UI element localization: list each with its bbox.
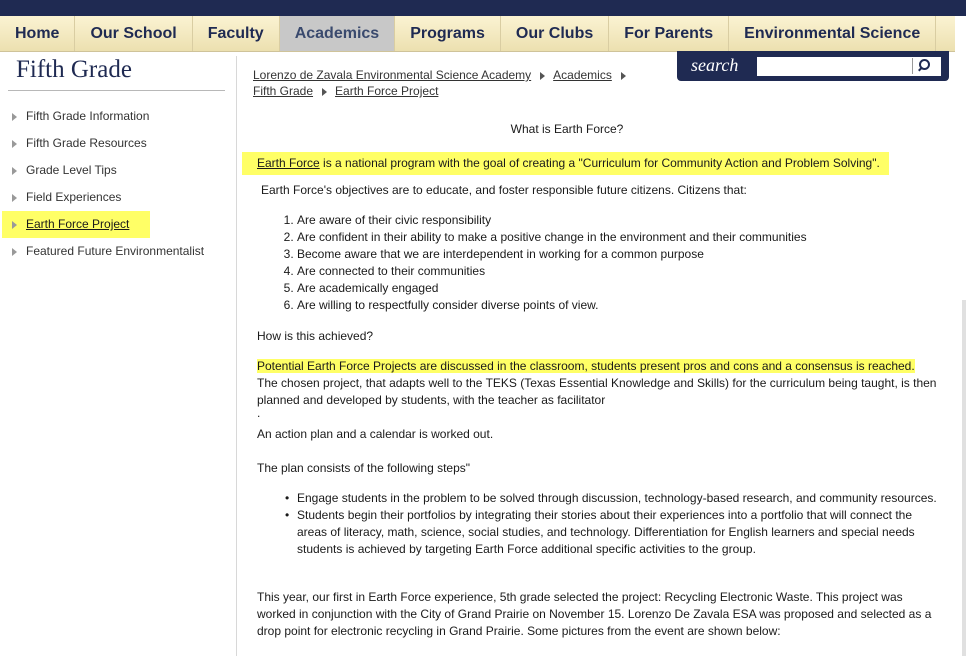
intro-highlight: [242, 152, 889, 175]
nav-programs[interactable]: Programs: [395, 16, 501, 51]
nav-academics[interactable]: Academics: [280, 16, 396, 51]
list-item: [285, 490, 937, 507]
sidebar-title: Fifth Grade: [16, 56, 132, 83]
nav-environmental-science[interactable]: Environmental Science: [729, 16, 936, 51]
triangle-right-icon: [12, 221, 17, 229]
list-item: 5. Are academically engaged: [297, 280, 937, 297]
nav-faculty[interactable]: Faculty: [193, 16, 280, 51]
intro-text: is a national program with the goal of creating a "Curriculum for Community Action and Problem Solving".: [319, 156, 880, 170]
sidebar-item-label: Earth Force Project: [26, 217, 130, 231]
nav-our-clubs[interactable]: Our Clubs: [501, 16, 609, 51]
achieved-paragraph: [257, 358, 937, 409]
how-heading: How is this achieved?: [257, 329, 374, 343]
list-item: 6. Are willing to respectfully consider diverse points of view.: [297, 297, 937, 314]
bullet-icon: •: [285, 491, 290, 505]
achieved-highlight: Potential Earth Force Projects are discussed in the classroom, students present pros and cons and a consensus is reached.: [257, 359, 915, 373]
search-box: [677, 51, 949, 81]
top-band: [0, 0, 966, 16]
sidebar-item-earth-force-project[interactable]: [2, 211, 150, 238]
intro-paragraph: [242, 151, 936, 175]
triangle-right-icon: [12, 140, 17, 148]
breadcrumb-academics[interactable]: Academics: [553, 68, 612, 82]
triangle-right-icon: [12, 167, 17, 175]
nav-for-parents[interactable]: For Parents: [609, 16, 729, 51]
breadcrumb: [253, 67, 673, 99]
triangle-right-icon: [621, 72, 626, 80]
nav-our-school[interactable]: Our School: [75, 16, 192, 51]
breadcrumb-earth-force-project[interactable]: Earth Force Project: [335, 84, 439, 98]
objectives-intro: Earth Force's objectives are to educate, and foster responsible future citizens. Citizens that:: [261, 183, 747, 197]
steps-list: [257, 490, 937, 558]
sidebar-divider: [8, 90, 225, 91]
sidebar-item-label: Featured Future Environmentalist: [26, 244, 205, 258]
sidebar-item-label: Fifth Grade Resources: [26, 136, 147, 150]
sidebar-item-label: Grade Level Tips: [26, 163, 117, 177]
triangle-right-icon: [12, 113, 17, 121]
achieved-text: The chosen project, that adapts well to the TEKS (Texas Essential Knowledge and Skills) for the curriculum being taught, is then planned and developed by students, with the teacher as facilitator: [257, 376, 937, 407]
step-text: Students begin their portfolios by integrating their stories about their experiences into a portfolio that will connect the areas of literacy, math, science, social studies, and technology. Differentiation for English learners and special needs students is achieved by targeting Earth Force additional specific activities to the group.: [297, 508, 915, 556]
earth-force-link[interactable]: Earth Force: [257, 156, 320, 170]
sidebar-item-label: Fifth Grade Information: [26, 109, 150, 123]
search-label: search: [691, 55, 739, 75]
objectives-list: [257, 212, 937, 314]
sidebar-menu: [0, 103, 230, 265]
scrollbar[interactable]: [962, 300, 966, 656]
step-text: Engage students in the problem to be solved through discussion, technology-based research, and community resources.: [297, 491, 937, 505]
nav-home[interactable]: Home: [0, 16, 75, 51]
sidebar-item-grade-level-tips[interactable]: [0, 157, 230, 184]
list-item: 1. Are aware of their civic responsibility: [297, 212, 937, 229]
sidebar-item-fifth-grade-information[interactable]: [0, 103, 230, 130]
column-divider: [236, 56, 237, 656]
plan-steps-intro: The plan consists of the following steps": [257, 461, 471, 475]
sidebar-item-fifth-grade-resources[interactable]: [0, 130, 230, 157]
triangle-right-icon: [322, 88, 327, 96]
triangle-right-icon: [540, 72, 545, 80]
stray-period: .: [257, 406, 261, 420]
list-item: 3. Become aware that we are interdependent in working for a common purpose: [297, 246, 937, 263]
list-item: 2. Are confident in their ability to make a positive change in the environment and their communities: [297, 229, 937, 246]
list-item: [285, 507, 937, 558]
sidebar-item-featured-future-environmentalist[interactable]: [0, 238, 230, 265]
this-year-paragraph: This year, our first in Earth Force experience, 5th grade selected the project: Recycling Electronic Waste. This project was worked in conjunction with the City of Grand Prairie on November 15. Lorenzo De Zavala ESA was proposed and selected as a drop point for electronic recycling in Grand Prairie. Some pictures from the event are shown below:: [257, 590, 932, 638]
triangle-right-icon: [12, 248, 17, 256]
breadcrumb-school[interactable]: Lorenzo de Zavala Environmental Science Academy: [253, 68, 532, 82]
triangle-right-icon: [12, 194, 17, 202]
list-item: 4. Are connected to their communities: [297, 263, 937, 280]
sidebar-item-label: Field Experiences: [26, 190, 122, 204]
main-nav: [0, 16, 955, 52]
action-plan: An action plan and a calendar is worked out.: [257, 427, 494, 441]
page-heading: What is Earth Force?: [510, 122, 624, 136]
search-button[interactable]: [912, 58, 935, 74]
sidebar-item-field-experiences[interactable]: [0, 184, 230, 211]
breadcrumb-fifth-grade[interactable]: Fifth Grade: [253, 84, 314, 98]
bullet-icon: •: [285, 508, 290, 522]
